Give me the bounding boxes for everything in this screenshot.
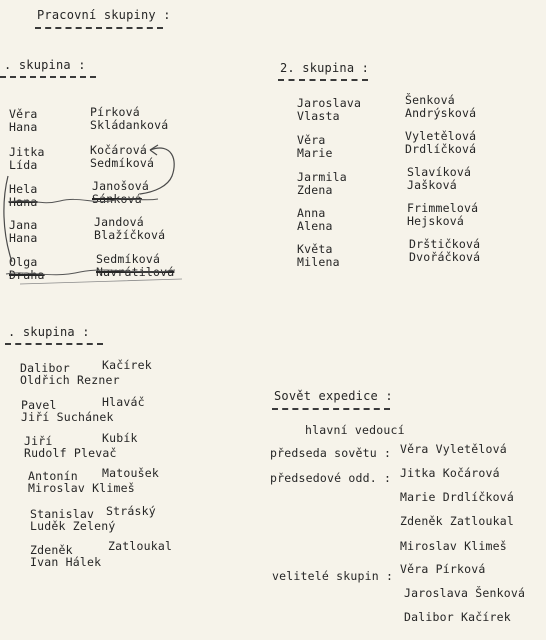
group-commanders-label: velitelé skupin : <box>272 569 394 583</box>
g2-first-name: Květa <box>297 242 333 256</box>
g2-first-name: Zdena <box>297 183 333 197</box>
g1-first-name: Hela <box>9 182 38 196</box>
g3-full-name: Oldřich Rezner <box>20 373 120 387</box>
g2-surname: Dvořáčková <box>409 250 481 264</box>
g1-first-name-struck: Hana <box>9 195 38 209</box>
arrowhead-mark <box>150 145 158 155</box>
g2-first-name: Anna <box>297 206 326 220</box>
g3-surname: Matoušek <box>102 466 159 480</box>
g1-surname: Sedmíková <box>90 156 155 170</box>
g2-surname: Drštičková <box>409 237 481 251</box>
g3-full-name: Ivan Hálek <box>30 555 102 569</box>
g1-first-name: Olga <box>9 255 38 269</box>
group-commander-name: Dalibor Kačírek <box>404 610 511 624</box>
g2-first-name: Jaroslava <box>297 96 362 110</box>
g1-surname: Sedmíková <box>96 252 161 266</box>
g1-surname-struck: Sánková <box>92 192 142 206</box>
main-leader-label: hlavní vedoucí <box>305 423 405 437</box>
group1-underline <box>0 76 96 78</box>
g2-surname: Vyletělová <box>405 129 477 143</box>
g3-first-name: Dalibor <box>20 361 70 375</box>
g3-full-name: Jiří Suchánek <box>21 410 114 424</box>
g1-surname: Jandová <box>94 215 144 229</box>
group1-heading: . skupina : <box>4 58 86 72</box>
g3-surname: Kačírek <box>102 358 152 372</box>
g1-surname: Skládanková <box>90 118 169 132</box>
g2-surname: Hejsková <box>407 214 464 228</box>
g3-first-name: Zdeněk <box>30 543 73 557</box>
g1-first-name: Hana <box>9 231 38 245</box>
group2-heading: 2. skupina : <box>280 61 370 75</box>
g2-surname: Jašková <box>407 178 457 192</box>
g3-surname: Hlaváč <box>102 395 145 409</box>
g1-first-name: Hana <box>9 120 38 134</box>
g3-first-name: Stanislav <box>30 507 95 521</box>
g2-first-name: Alena <box>297 219 333 233</box>
dept-chair-name: Marie Drdlíčková <box>400 490 514 504</box>
g3-surname: Stráský <box>106 504 156 518</box>
g1-surname: Blažíčková <box>94 228 166 242</box>
g1-first-name: Jitka <box>9 145 45 159</box>
group3-underline <box>5 343 103 345</box>
g2-first-name: Jarmila <box>297 170 347 184</box>
g2-first-name: Milena <box>297 255 340 269</box>
g2-surname: Slavíková <box>407 165 472 179</box>
page-title: Pracovní skupiny : <box>37 8 171 22</box>
group3-heading: . skupina : <box>8 325 90 339</box>
chair-label: předseda sovětu : <box>270 446 392 460</box>
g1-first-name: Jana <box>9 218 38 232</box>
g2-first-name: Marie <box>297 146 333 160</box>
dept-chair-name: Miroslav Klimeš <box>400 539 507 553</box>
g3-first-name: Antonín <box>28 469 78 483</box>
council-underline <box>272 408 390 410</box>
group-commander-name: Věra Pírková <box>400 562 486 576</box>
g3-surname: Zatloukal <box>108 539 173 553</box>
g2-surname: Šenková <box>405 93 455 107</box>
title-underline <box>35 27 163 29</box>
dept-chair-name: Zdeněk Zatloukal <box>400 514 514 528</box>
g1-first-name: Věra <box>9 107 38 121</box>
g1-surname: Janošová <box>92 179 149 193</box>
g2-first-name: Věra <box>297 133 326 147</box>
g1-first-name-struck: Draha <box>9 268 45 282</box>
g1-surname: Pírková <box>90 105 140 119</box>
chair-name: Věra Vyletělová <box>400 442 507 456</box>
g2-surname: Frimmelová <box>407 201 479 215</box>
g3-first-name: Jiří <box>24 434 53 448</box>
council-heading: Sovět expedice : <box>274 389 393 403</box>
g1-first-name: Lída <box>9 158 38 172</box>
g3-full-name: Luděk Zelený <box>30 519 116 533</box>
g3-surname: Kubík <box>102 431 138 445</box>
g2-surname: Andrýsková <box>405 106 477 120</box>
g1-surname-struck: Navrátilová <box>96 265 175 279</box>
dept-chairs-label: předsedové odd. : <box>270 471 392 485</box>
group2-underline <box>278 79 368 81</box>
g2-first-name: Vlasta <box>297 109 340 123</box>
g1-surname: Kočárová <box>90 143 147 157</box>
g3-first-name: Pavel <box>21 398 57 412</box>
dept-chair-name: Jitka Kočárová <box>400 466 500 480</box>
g3-full-name: Rudolf Plevač <box>24 446 117 460</box>
g3-full-name: Miroslav Klimeš <box>28 481 135 495</box>
group-commander-name: Jaroslava Šenková <box>404 586 526 600</box>
g2-surname: Drdlíčková <box>405 142 477 156</box>
